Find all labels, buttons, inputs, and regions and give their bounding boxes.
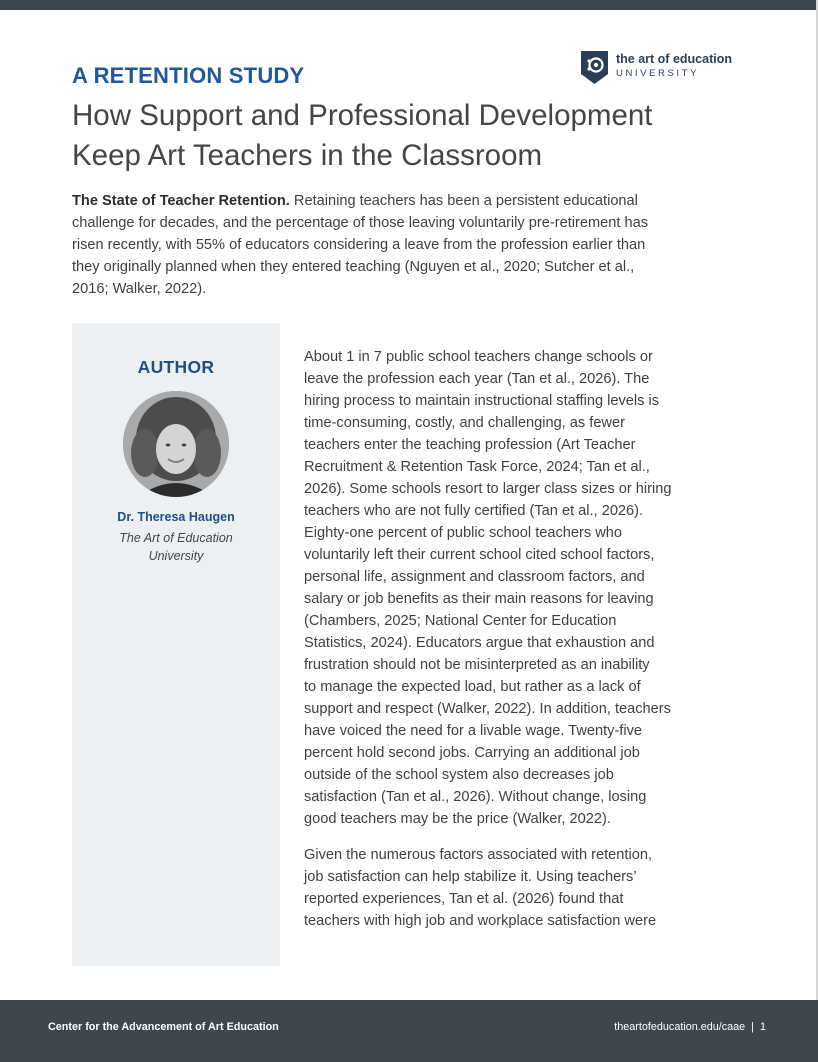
body-line: have voiced the need for a livable wage. Twenty-five (304, 723, 643, 739)
intro-lead: The State of Teacher Retention. (72, 193, 290, 209)
logo-text-secondary: UNIVERSITY (616, 68, 700, 79)
body-line: 2026). Some schools resort to larger class sizes or hiring (304, 481, 672, 497)
logo-text-primary: the art of education (616, 52, 732, 66)
body-line: satisfaction (Tan et al., 2026). Without change, losing (304, 789, 647, 805)
author-portrait-icon (123, 391, 229, 497)
footer-right (614, 1021, 766, 1033)
intro-line-rest: Retaining teachers has been a persistent educational (289, 193, 638, 209)
body-line: salary or job benefits as their main reasons for leaving (304, 591, 654, 607)
body-line: time-consuming, costly, and challenging, as fewer (304, 415, 625, 431)
affiliation-line: The Art of Education (119, 531, 233, 545)
body-line: good teachers may be the price (Walker, 2022). (304, 811, 611, 827)
footer-bar (0, 1000, 818, 1062)
body-paragraph (304, 346, 734, 830)
author-sidebar (72, 323, 280, 966)
body-column (304, 346, 734, 946)
author-name: Dr. Theresa Haugen (117, 510, 235, 524)
footer-separator: | (751, 1021, 754, 1033)
footer-org-name: Center for the Advancement of Art Education (48, 1021, 279, 1033)
shield-logo-icon (581, 51, 608, 84)
intro-line: they originally planned when they entered teaching (Nguyen et al., 2020; Sutcher et al., (72, 259, 635, 275)
body-line: reported experiences, Tan et al. (2026) found that (304, 891, 624, 907)
top-bar (0, 0, 818, 10)
body-line: teachers who are not fully certified (Tan et al., 2026). (304, 503, 644, 519)
eyebrow-title: A RETENTION STUDY (72, 63, 305, 88)
title-line: Keep Art Teachers in the Classroom (72, 139, 543, 172)
body-paragraph (304, 844, 734, 932)
body-line: About 1 in 7 public school teachers change schools or (304, 349, 653, 365)
title-line: How Support and Professional Development (72, 99, 653, 132)
body-line: hiring process to maintain instructional staffing levels is (304, 393, 660, 409)
author-heading: AUTHOR (137, 357, 215, 377)
body-line: percent hold second jobs. Carrying an additional job (304, 745, 640, 761)
body-line: (Chambers, 2025; National Center for Education (304, 613, 617, 629)
body-line: support and respect (Walker, 2022). In addition, teachers (304, 701, 671, 717)
body-line: personal life, assignment and classroom factors, and (304, 569, 645, 585)
intro-line: challenge for decades, and the percentage of those leaving voluntarily pre-retirement has (72, 215, 648, 231)
body-line: leave the profession each year (Tan et al., 2026). The (304, 371, 650, 387)
body-line: job satisfaction can help stabilize it. Using teachers’ (304, 869, 637, 885)
body-line: frustration should not be misinterpreted as an inability (304, 657, 650, 673)
body-line: teachers with high job and workplace satisfaction were (304, 913, 657, 929)
author-avatar (123, 391, 229, 497)
intro-line: 2016; Walker, 2022). (72, 281, 207, 297)
intro-line (72, 190, 752, 212)
body-line: voluntarily left their current school cited school factors, (304, 547, 655, 563)
body-line: outside of the school system also decreases job (304, 767, 614, 783)
affiliation-line: University (148, 549, 204, 563)
page-title (72, 96, 772, 176)
body-line: Statistics, 2024). Educators argue that exhaustion and (304, 635, 655, 651)
body-line: teachers enter the teaching profession (Art Teacher (304, 437, 636, 453)
page-number: 1 (759, 1021, 766, 1033)
body-line: to manage the expected load, but rather as a lack of (304, 679, 641, 695)
body-line: Given the numerous factors associated with retention, (304, 847, 652, 863)
aoeu-logo (581, 51, 751, 85)
intro-line: risen recently, with 55% of educators considering a leave from the profession earlier than (72, 237, 646, 253)
author-affiliation (72, 529, 280, 565)
intro-paragraph (72, 190, 752, 300)
footer-url-link[interactable]: theartofeducation.edu/caae (614, 1021, 746, 1033)
body-line: Eighty-one percent of public school teachers who (304, 525, 623, 541)
body-line: Recruitment & Retention Task Force, 2024; Tan et al., (304, 459, 650, 475)
